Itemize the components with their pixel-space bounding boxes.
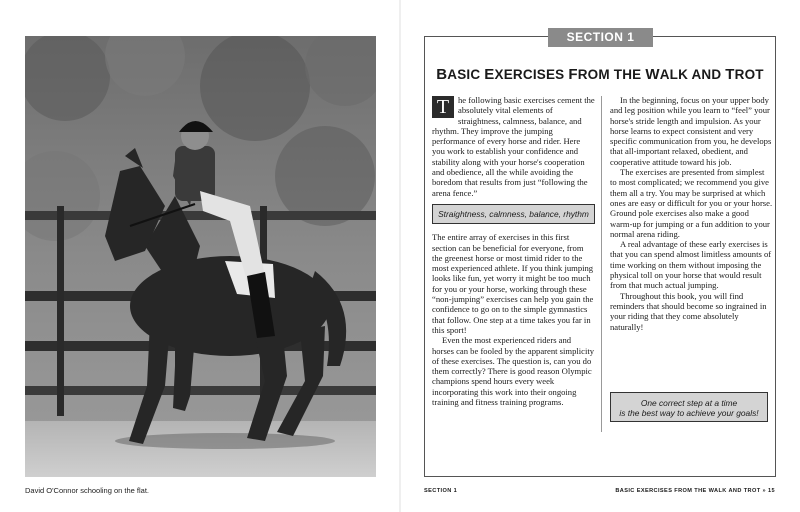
paragraph: In the beginning, focus on your upper body and leg position while you learn to “feel” your horse's stride length and impulsion. As your horse learns to expect consistent and very specific communication from you, he develops that all-important relaxed, obedient, and cooperative attitude toward his job. <box>610 95 772 167</box>
page-gutter <box>399 0 401 512</box>
title-part <box>495 67 646 82</box>
title-part: ALK AND <box>659 67 726 82</box>
page-title <box>424 66 776 83</box>
paragraph: Even the most experienced riders and horses can be fooled by the apparent simplicity of these exercises. The question is, can you do them correctly? There is good reason Olympic champions spend hours every week incorporating this work into their ongoing training and fitness training programs. <box>432 335 595 408</box>
reminder-line-2: is the best way to achieve your goals! <box>619 408 759 418</box>
paragraph: A real advantage of these early exercises is that you can spend almost limitless amounts of time working on them without imposing the physical toll on your horse that would result from that much actual jumping. <box>610 239 772 291</box>
left-text-column <box>432 95 595 407</box>
paragraph-text: he following basic exercises cement the absolutely vital elements of straightness, calmness, balance, and rhythm. They improve the jumping performance of every horse and rider. Here you work to establish your confidence and stability along with your horse's cooperation and obedience, all the while avoiding the boredom that results from just “following the arena fence.” <box>432 95 595 198</box>
title-letter: T <box>725 66 735 83</box>
footer-section-label: SECTION 1 <box>424 488 458 494</box>
horse-and-rider-photo <box>25 36 376 477</box>
paragraph: The exercises are presented from simplest to most complicated; we recommend you give them all a try. You may be surprised at which ones are easy or difficult for you or your horse. Ground pole exercises also make a good warm-up for jumping or a fun addition to your normal arena riding. <box>610 167 773 239</box>
right-text-column <box>610 95 773 332</box>
title-letter: E <box>484 66 495 83</box>
paragraph: Throughout this book, you will find reminders that should become so ingrained in your riding that they come absolutely naturally! <box>610 290 767 332</box>
title-part: ROT <box>734 67 764 82</box>
title-part: XERCISES <box>494 67 569 82</box>
drop-cap: T <box>432 96 454 118</box>
title-part: ROM THE <box>577 67 646 82</box>
footer-running-head: BASIC EXERCISES FROM THE WALK AND TROT » 15 <box>615 488 775 494</box>
title-letter: B <box>436 66 448 83</box>
reminder-line-1: One correct step at a time <box>640 398 738 408</box>
photo-illustration <box>25 36 376 477</box>
title-letter: W <box>645 66 660 83</box>
paragraph: The entire array of exercises in this first section can be beneficial for everyone, from the greenest horse or most timid rider to the most experienced athlete. If you think jumping looks like fun, yet worry it might be too much for you or your horse, working through these “non-jumping” exercises can help you gain the confidence to go on to the simple gymnastics that follow. One step at a time takes you far in this sport! <box>432 232 594 335</box>
title-part: ASIC <box>447 67 485 82</box>
column-divider <box>601 96 602 432</box>
title-letter: F <box>568 66 578 83</box>
reminder-box <box>610 392 768 422</box>
section-tab: SECTION 1 <box>548 28 653 47</box>
pull-quote-box: Straightness, calmness, balance, rhythm <box>432 204 595 224</box>
paragraph <box>432 95 595 198</box>
photo-caption: David O'Connor schooling on the flat. <box>25 486 150 495</box>
